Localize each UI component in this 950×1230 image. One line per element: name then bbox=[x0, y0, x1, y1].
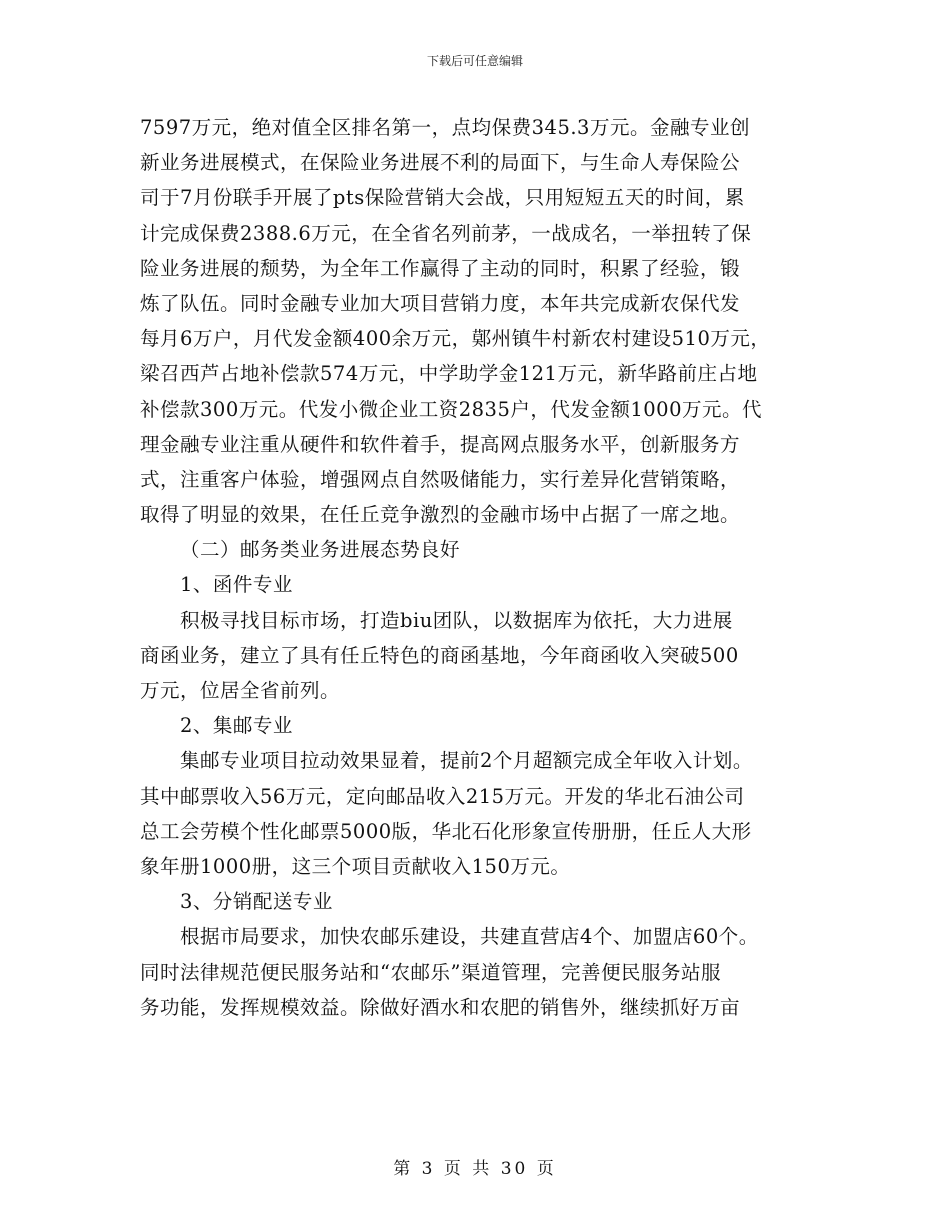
page-header: 下载后可任意编辑 bbox=[426, 54, 523, 68]
body-line: 司于7月份联手开展了pts保险营销大会战，只用短短五天的时间，累 bbox=[140, 186, 745, 210]
body-line: 补偿款300万元。代发小微企业工资2835户，代发金额1000万元。代 bbox=[140, 397, 762, 421]
body-line: 式，注重客户体验，增强网点自然吸储能力，实行差异化营销策略， bbox=[140, 467, 741, 491]
body-line: 集邮专业项目拉动效果显着，提前2个月超额完成全年收入计划。 bbox=[180, 749, 753, 773]
body-line: 其中邮票收入56万元，定向邮品收入215万元。开发的华北石油公司 bbox=[140, 784, 745, 808]
document-body bbox=[140, 110, 820, 1025]
section-heading: （二）邮务类业务进展态势良好 bbox=[180, 538, 461, 562]
body-line: 计完成保费2388.6万元，在全省名列前茅，一战成名，一举扭转了保 bbox=[140, 221, 752, 245]
body-line: 万元，位居全省前列。 bbox=[140, 679, 341, 702]
body-line: 梁召西芦占地补偿款574万元，中学助学金121万元，新华路前庄占地 bbox=[140, 362, 758, 386]
body-line: 取得了明显的效果，在任丘竞争激烈的金融市场中占据了一席之地。 bbox=[140, 503, 741, 527]
body-line: 理金融专业注重从硬件和软件着手，提高网点服务水平，创新服务方 bbox=[140, 432, 741, 456]
subsection-heading: 3、分销配送专业 bbox=[180, 890, 333, 914]
body-line: 根据市局要求，加快农邮乐建设，共建直营店4个、加盟店60个。 bbox=[180, 925, 759, 949]
body-line: 炼了队伍。同时金融专业加大项目营销力度，本年共完成新农保代发 bbox=[140, 291, 741, 315]
subsection-heading: 1、函件专业 bbox=[180, 573, 293, 597]
body-line: 7597万元，绝对值全区排名第一，点均保费345.3万元。金融专业创 bbox=[140, 116, 750, 139]
body-line: 险业务进展的颓势，为全年工作赢得了主动的同时，积累了经验，锻 bbox=[140, 256, 741, 280]
body-line: 象年册1000册，这三个项目贡献收入150万元。 bbox=[140, 854, 571, 878]
body-line: 商函业务，建立了具有任丘特色的商函基地，今年商函收入突破500 bbox=[140, 643, 739, 667]
body-line: 新业务进展模式，在保险业务进展不利的局面下，与生命人寿保险公 bbox=[140, 151, 741, 175]
page-footer: 第 3 页 共 30 页 bbox=[393, 1159, 557, 1179]
body-line: 务功能，发挥规模效益。除做好酒水和农肥的销售外，继续抓好万亩 bbox=[140, 995, 741, 1019]
body-line: 每月6万户，月代发金额400余万元，鄚州镇牛村新农村建设510万元， bbox=[140, 327, 771, 351]
body-line: 总工会劳模个性化邮票5000版，华北石化形象宣传册册，任丘人大形 bbox=[140, 819, 752, 843]
subsection-heading: 2、集邮专业 bbox=[180, 714, 293, 738]
body-line: 积极寻找目标市场，打造biu团队，以数据库为依托，大力进展 bbox=[180, 608, 733, 632]
body-line: 同时法律规范便民服务站和“农邮乐”渠道管理，完善便民服务站服 bbox=[140, 960, 721, 984]
